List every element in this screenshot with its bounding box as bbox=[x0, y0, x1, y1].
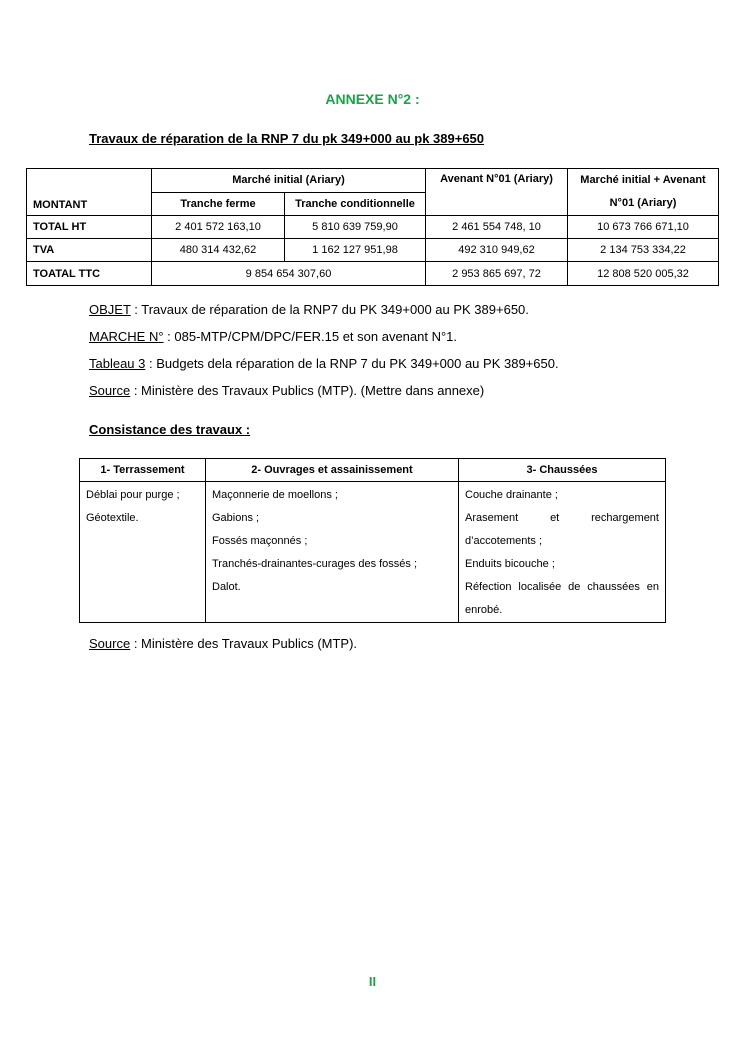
tableau-label: Tableau 3 bbox=[89, 356, 146, 371]
montant-header: MONTANT bbox=[27, 169, 152, 216]
avenant-header: Avenant N°01 (Ariary) bbox=[426, 169, 568, 216]
objet-line bbox=[89, 302, 529, 317]
list-item: Géotextile. bbox=[86, 512, 139, 524]
works-table bbox=[79, 458, 666, 623]
total-header bbox=[568, 169, 719, 216]
cell-conditionnelle: 1 162 127 951,98 bbox=[285, 239, 426, 262]
cell-merged-ttc: 9 854 654 307,60 bbox=[152, 262, 426, 286]
tranche-conditionnelle-header: Tranche conditionnelle bbox=[285, 192, 426, 216]
list-item: Couche drainante ; bbox=[465, 489, 558, 501]
cell-total: 12 808 520 005,32 bbox=[568, 262, 719, 286]
marche-text: : 085-MTP/CPM/DPC/FER.15 et son avenant N°1. bbox=[163, 329, 458, 344]
cell-avenant: 2 461 554 748, 10 bbox=[426, 216, 568, 239]
annex-title: ANNEXE N°2 : bbox=[325, 91, 420, 107]
list-item: Réfection localisée de chaussées en enrobé. bbox=[465, 581, 659, 616]
objet-text: : Travaux de réparation de la RNP7 du PK 349+000 au PK 389+650. bbox=[130, 302, 529, 317]
list-item: Gabions ; bbox=[212, 512, 260, 524]
list-item: Dalot. bbox=[212, 581, 241, 593]
list-item: Tranchés-drainantes-curages des fossés ; bbox=[212, 558, 418, 570]
list-item: Déblai pour purge ; bbox=[86, 489, 180, 501]
chaussees-cell bbox=[459, 482, 666, 623]
source-text: : Ministère des Travaux Publics (MTP). (Mettre dans annexe) bbox=[130, 383, 485, 398]
ouvrages-cell bbox=[206, 482, 459, 623]
cell-avenant: 2 953 865 697, 72 bbox=[426, 262, 568, 286]
row-label: TVA bbox=[27, 239, 152, 262]
tableau-text: : Budgets dela réparation de la RNP 7 du PK 349+000 au PK 389+650. bbox=[145, 356, 559, 371]
total-header-line1: Marché initial + Avenant bbox=[580, 174, 706, 186]
list-item: Enduits bicouche ; bbox=[465, 558, 555, 570]
cell-conditionnelle: 5 810 639 759,90 bbox=[285, 216, 426, 239]
document-subtitle: Travaux de réparation de la RNP 7 du pk 349+000 au pk 389+650 bbox=[89, 131, 485, 146]
list-item: Maçonnerie de moellons ; bbox=[212, 489, 338, 501]
row-label: TOTAL HT bbox=[27, 216, 152, 239]
header-terrassement: 1- Terrassement bbox=[80, 459, 206, 482]
list-item: Fossés maçonnés ; bbox=[212, 535, 308, 547]
consistance-heading: Consistance des travaux : bbox=[89, 422, 251, 437]
terrassement-cell bbox=[80, 482, 206, 623]
source-line bbox=[89, 383, 484, 398]
cell-total: 2 134 753 334,22 bbox=[568, 239, 719, 262]
source-label: Source bbox=[89, 383, 131, 398]
header-chaussees: 3- Chaussées bbox=[459, 459, 666, 482]
budget-table bbox=[26, 168, 719, 286]
page-number: II bbox=[368, 974, 377, 989]
objet-label: OBJET bbox=[89, 302, 131, 317]
source-text: : Ministère des Travaux Publics (MTP). bbox=[130, 636, 358, 651]
source-label: Source bbox=[89, 636, 131, 651]
marche-line bbox=[89, 329, 457, 344]
cell-avenant: 492 310 949,62 bbox=[426, 239, 568, 262]
cell-ferme: 480 314 432,62 bbox=[152, 239, 285, 262]
cell-ferme: 2 401 572 163,10 bbox=[152, 216, 285, 239]
source-line-2 bbox=[89, 636, 357, 651]
tableau-caption bbox=[89, 356, 559, 371]
marche-initial-header: Marché initial (Ariary) bbox=[152, 169, 426, 193]
table-row bbox=[27, 262, 719, 286]
header-ouvrages: 2- Ouvrages et assainissement bbox=[206, 459, 459, 482]
tranche-ferme-header: Tranche ferme bbox=[152, 192, 285, 216]
list-item: Arasement et rechargement d’accotements ; bbox=[465, 512, 659, 547]
table-row bbox=[27, 239, 719, 262]
table-row bbox=[27, 216, 719, 239]
cell-total: 10 673 766 671,10 bbox=[568, 216, 719, 239]
marche-label: MARCHE N° bbox=[89, 329, 164, 344]
total-header-line2: N°01 (Ariary) bbox=[609, 197, 677, 209]
row-label: TOATAL TTC bbox=[27, 262, 152, 286]
